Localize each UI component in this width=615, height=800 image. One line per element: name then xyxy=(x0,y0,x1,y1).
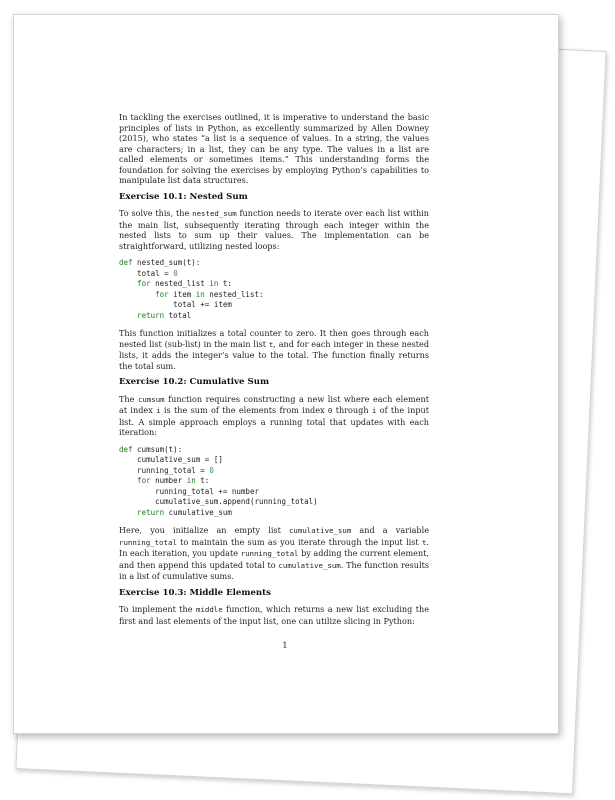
exercise-10-3-paragraph-1: To implement the middle function, which returns a new list excluding the first and last elements of the input list, one can utilize slicing in Python: xyxy=(119,604,429,626)
inline-code: 0 xyxy=(327,406,333,415)
exercise-10-1-paragraph-1: To solve this, the nested_sum function needs to iterate over each list within the main list, subsequently iterating through each integer within the nested lists to sum up their values. The implementation can be straightforward, utilizing nested loops: xyxy=(119,208,429,251)
intro-paragraph: In tackling the exercises outlined, it is imperative to understand the basic principles of lists in Python, as excellently summarized by Allen Downey (2015), who states “a list is a sequence of values. In a string, the values are characters; in a list, they can be any type. The values in a list are called elements or sometimes items.” This understanding forms the foundation for solving the exercises by employing Python’s capabilities to manipulate list data structures. xyxy=(119,112,429,185)
inline-code: cumulative_sum xyxy=(278,560,341,570)
inline-code: t xyxy=(421,537,427,547)
exercise-10-1-heading: Exercise 10.1: Nested Sum xyxy=(119,191,248,202)
code-line: cumulative_sum.append(running_total) xyxy=(119,497,318,506)
code-line: return total xyxy=(119,310,192,320)
exercise-10-1-paragraph-2: This function initializes a total counter to zero. It then goes through each nested list (sub-list) in the main list t, and for each integer in these nested lists, it adds the integer’s value to the total. The function finally returns the total sum. xyxy=(119,328,429,371)
inline-code: cumsum xyxy=(137,394,165,404)
code-line: for nested_list in t: xyxy=(119,279,232,288)
inline-code: cumulative_sum xyxy=(288,526,352,535)
nested-sum-code-block xyxy=(119,258,429,321)
exercise-10-2-heading: Exercise 10.2: Cumulative Sum xyxy=(119,377,270,387)
inline-code: running_total xyxy=(240,549,299,558)
cumsum-code-block xyxy=(119,445,429,519)
inline-code: nested_sum xyxy=(192,209,237,218)
exercise-10-2-paragraph-2: Here, you initialize an empty list cumulative_sum and a variable running_total to maintain the sum as you iterate through the input list t. In each iteration, you update running_total by adding the current element, and then append this updated total to cumulative_sum. The function results in a list of cumulative sums. xyxy=(119,525,429,581)
code-line: def nested_sum(t): xyxy=(119,258,201,267)
inline-code: running_total xyxy=(119,537,177,547)
code-line: for number in t: xyxy=(119,476,210,485)
inline-code: t xyxy=(268,339,274,349)
exercise-10-2-paragraph-1: The cumsum function requires constructing a new list where each element at index i is the sum of the elements from index 0 through i of the input list. A simple approach employs a running total that updates with each iteration: xyxy=(119,393,429,437)
inline-code: i xyxy=(371,406,377,415)
inline-code: middle xyxy=(196,605,223,614)
code-line: running_total += number xyxy=(119,486,259,496)
exercise-10-3-heading: Exercise 10.3: Middle Elements xyxy=(119,587,271,598)
code-line: running_total = 0 xyxy=(119,465,214,475)
code-line: total = 0 xyxy=(119,268,178,278)
code-line: def cumsum(t): xyxy=(119,444,183,454)
page-content xyxy=(119,112,429,626)
code-line: total += item xyxy=(119,300,232,309)
inline-code: i xyxy=(156,406,161,415)
code-line: cumulative_sum = [] xyxy=(119,455,223,464)
code-line: for item in nested_list: xyxy=(119,289,264,299)
code-line: return cumulative_sum xyxy=(119,507,232,517)
page-number: 1 xyxy=(282,641,288,651)
